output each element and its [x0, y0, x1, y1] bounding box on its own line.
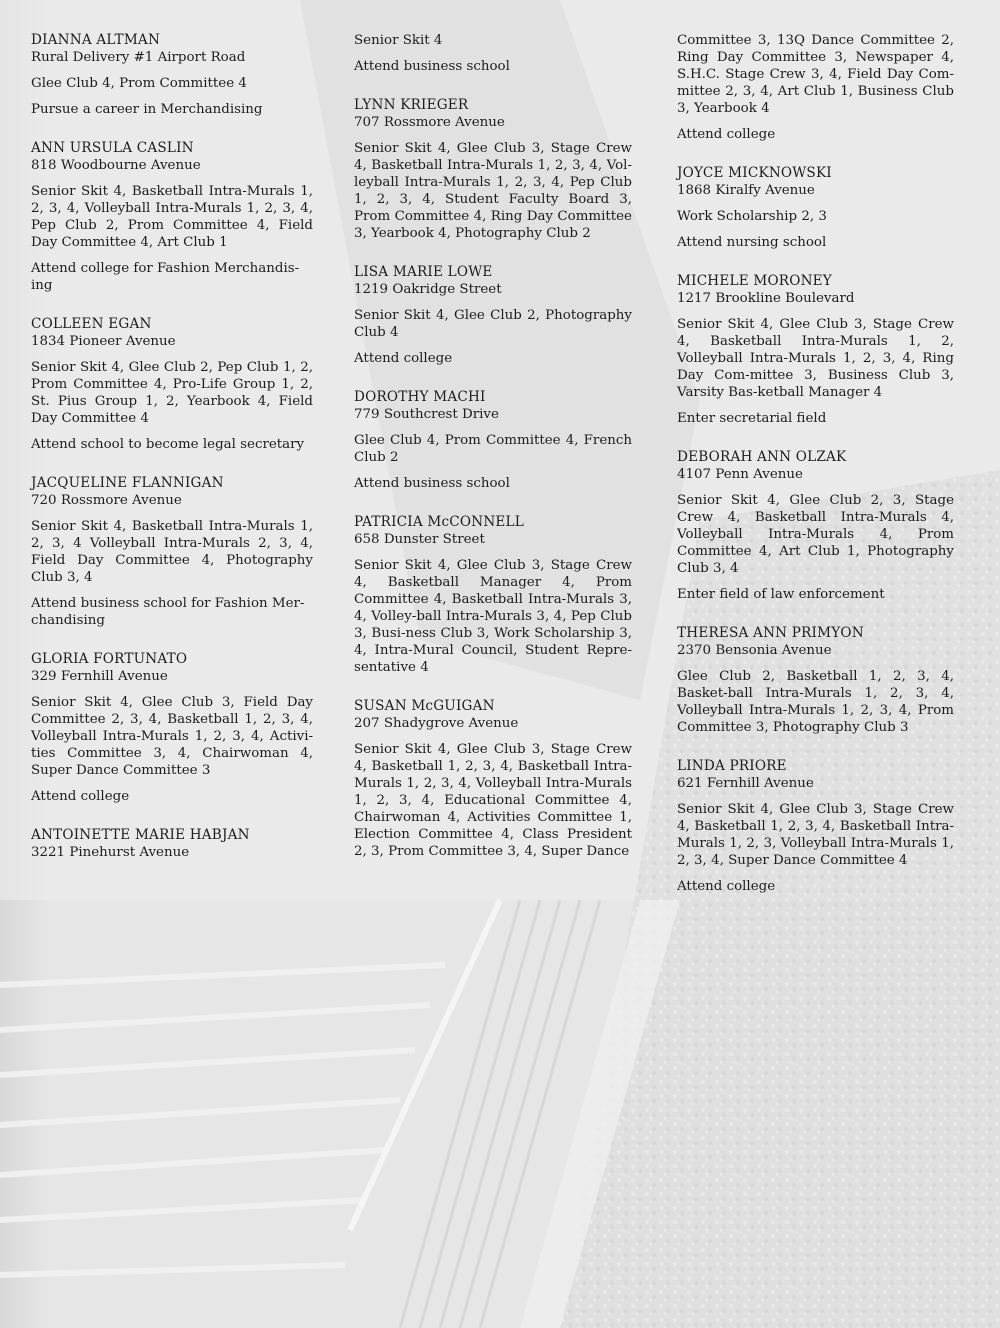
senior-activities: Senior Skit 4, Glee Club 3, Stage Crew 4, Basketball Intra-Murals 1, 2, Volleyball Intra-Murals 1, 2, 3, 4, Ring Day Com-mittee 3, Business Club 3, Varsity Bas-ketball Manager 4 — [677, 317, 954, 400]
senior-plans: Attend college — [677, 879, 776, 894]
senior-plans: Pursue a career in Merchandising — [31, 102, 263, 117]
senior-entry — [31, 32, 313, 118]
senior-address: 1868 Kiralfy Avenue — [677, 183, 815, 198]
senior-address: 779 Southcrest Drive — [354, 407, 499, 422]
column-3 — [677, 32, 954, 917]
senior-entry — [354, 514, 632, 676]
senior-name: ANTOINETTE MARIE HABJAN — [31, 827, 250, 843]
senior-name: THERESA ANN PRIMYON — [677, 625, 864, 641]
senior-address: 207 Shadygrove Avenue — [354, 716, 519, 731]
senior-activities: Glee Club 4, Prom Committee 4 — [31, 76, 247, 91]
senior-entry — [354, 698, 632, 860]
senior-entry-continued — [354, 32, 632, 75]
senior-address: 4107 Penn Avenue — [677, 467, 803, 482]
senior-activities: Glee Club 4, Prom Committee 4, French Club 2 — [354, 433, 632, 465]
senior-entry-continued — [677, 32, 954, 143]
senior-address: 621 Fernhill Avenue — [677, 776, 814, 791]
senior-name: LINDA PRIORE — [677, 758, 787, 774]
senior-activities: Senior Skit 4, Glee Club 3, Stage Crew 4, Basketball 1, 2, 3, 4, Basketball Intra-Murals 1, 2, 3, 4, Volleyball Intra-Murals 1, 2, 3, 4, Educational Committee 4, Chairwoman 4, Activities Committee 1, Election Committee 4, Class President 2, 3, Prom Committee 3, 4, Super Dance — [354, 742, 632, 859]
senior-plans: Attend college — [677, 127, 776, 142]
senior-address: Rural Delivery #1 Airport Road — [31, 50, 246, 65]
senior-plans: Attend nursing school — [677, 235, 827, 250]
senior-name: COLLEEN EGAN — [31, 316, 152, 332]
senior-address: 658 Dunster Street — [354, 532, 485, 547]
senior-name: MICHELE MORONEY — [677, 273, 832, 289]
senior-entry — [677, 273, 954, 427]
senior-plans: Enter field of law enforcement — [677, 587, 885, 602]
senior-activities: Senior Skit 4, Glee Club 2, Photography Club 4 — [354, 308, 632, 340]
senior-name: JACQUELINE FLANNIGAN — [31, 475, 224, 491]
senior-address: 707 Rossmore Avenue — [354, 115, 505, 130]
column-2 — [354, 32, 632, 882]
senior-name: LISA MARIE LOWE — [354, 264, 493, 280]
senior-address: 329 Fernhill Avenue — [31, 669, 168, 684]
senior-activities: Senior Skit 4 — [354, 33, 443, 48]
senior-name: DOROTHY MACHI — [354, 389, 486, 405]
senior-address: 2370 Bensonia Avenue — [677, 643, 832, 658]
senior-entry — [31, 827, 313, 861]
senior-name: PATRICIA McCONNELL — [354, 514, 524, 530]
senior-entry — [354, 97, 632, 242]
senior-address: 1217 Brookline Boulevard — [677, 291, 855, 306]
senior-activities: Senior Skit 4, Glee Club 2, 3, Stage Crew 4, Basketball Intra-Murals 4, Volleyball Intra-Murals 4, Prom Committee 4, Art Club 1, Photography Club 3, 4 — [677, 493, 954, 576]
senior-activities: Senior Skit 4, Glee Club 3, Stage Crew 4, Basketball Intra-Murals 1, 2, 3, 4, Vol-leyball Intra-Murals 1, 2, 3, 4, Pep Club 1, 2, 3, 4, Student Faculty Board 3, Prom Committee 4, Ring Day Committee 3, Yearbook 4, Photography Club 2 — [354, 141, 632, 241]
senior-entry — [677, 165, 954, 251]
senior-address: 3221 Pinehurst Avenue — [31, 845, 190, 860]
senior-address: 1834 Pioneer Avenue — [31, 334, 176, 349]
senior-address: 818 Woodbourne Avenue — [31, 158, 201, 173]
senior-plans: Attend college — [31, 789, 130, 804]
senior-activities: Glee Club 2, Basketball 1, 2, 3, 4, Basket-ball Intra-Murals 1, 2, 3, 4, Volleyball Intra-Murals 1, 2, 3, 4, Prom Committee 3, Photography Club 3 — [677, 669, 954, 735]
senior-entry — [677, 758, 954, 895]
senior-activities: Senior Skit 4, Glee Club 2, Pep Club 1, 2, Prom Committee 4, Pro-Life Group 1, 2, St. Pius Group 1, 2, Yearbook 4, Field Day Committee 4 — [31, 360, 313, 426]
senior-plans: Attend business school — [354, 59, 510, 74]
senior-name: SUSAN McGUIGAN — [354, 698, 495, 714]
senior-activities: Work Scholarship 2, 3 — [677, 209, 827, 224]
senior-activities: Senior Skit 4, Basketball Intra-Murals 1, 2, 3, 4, Volleyball Intra-Murals 1, 2, 3, 4, Pep Club 2, Prom Committee 4, Field Day Committee 4, Art Club 1 — [31, 184, 313, 250]
senior-entry — [677, 449, 954, 603]
senior-entry — [677, 625, 954, 736]
senior-name: LYNN KRIEGER — [354, 97, 469, 113]
senior-entry — [31, 475, 313, 629]
senior-name: ANN URSULA CASLIN — [31, 140, 194, 156]
senior-name: DIANNA ALTMAN — [31, 32, 161, 48]
senior-entry — [31, 316, 313, 453]
senior-name: GLORIA FORTUNATO — [31, 651, 188, 667]
senior-entry — [31, 651, 313, 805]
senior-activities: Committee 3, 13Q Dance Committee 2, Ring Day Committee 3, Newspaper 4, S.H.C. Stage Crew 3, 4, Field Day Com-mittee 2, 3, 4, Art Club 1, Business Club 3, Yearbook 4 — [677, 33, 954, 116]
senior-address: 720 Rossmore Avenue — [31, 493, 182, 508]
senior-name: JOYCE MICKNOWSKI — [677, 165, 832, 181]
column-1 — [31, 32, 313, 883]
senior-entry — [31, 140, 313, 294]
senior-plans: Attend business school — [354, 476, 510, 491]
senior-activities: Senior Skit 4, Glee Club 3, Field Day Committee 2, 3, 4, Basketball 1, 2, 3, 4, Volleyball Intra-Murals 1, 2, 3, 4, Activi-ties Committee 3, 4, Chairwoman 4, Super Dance Committee 3 — [31, 695, 313, 778]
senior-plans: Attend school to become legal secretary — [31, 437, 305, 452]
senior-plans: Attend college — [354, 351, 453, 366]
senior-activities: Senior Skit 4, Basketball Intra-Murals 1, 2, 3, 4 Volleyball Intra-Murals 2, 3, 4, Field Day Committee 4, Photography Club 3, 4 — [31, 519, 313, 585]
senior-activities: Senior Skit 4, Glee Club 3, Stage Crew 4, Basketball 1, 2, 3, 4, Basketball Intra-Murals 1, 2, 3, Volleyball Intra-Murals 1, 2, 3, 4, Super Dance Committee 4 — [677, 802, 954, 868]
senior-plans: Attend college for Fashion Merchandis-ing — [31, 261, 300, 293]
senior-entry — [354, 264, 632, 367]
senior-address: 1219 Oakridge Street — [354, 282, 502, 297]
senior-plans: Attend business school for Fashion Mer-chandising — [31, 596, 305, 628]
senior-entry — [354, 389, 632, 492]
senior-name: DEBORAH ANN OLZAK — [677, 449, 847, 465]
senior-plans: Enter secretarial field — [677, 411, 827, 426]
senior-activities: Senior Skit 4, Glee Club 3, Stage Crew 4, Basketball Manager 4, Prom Committee 4, Basketball Intra-Murals 3, 4, Volley-ball Intra-Murals 3, 4, Pep Club 3, Busi-ness Club 3, Work Scholarship 3, 4, Intra-Mural Council, Student Repre-sentative 4 — [354, 558, 632, 675]
